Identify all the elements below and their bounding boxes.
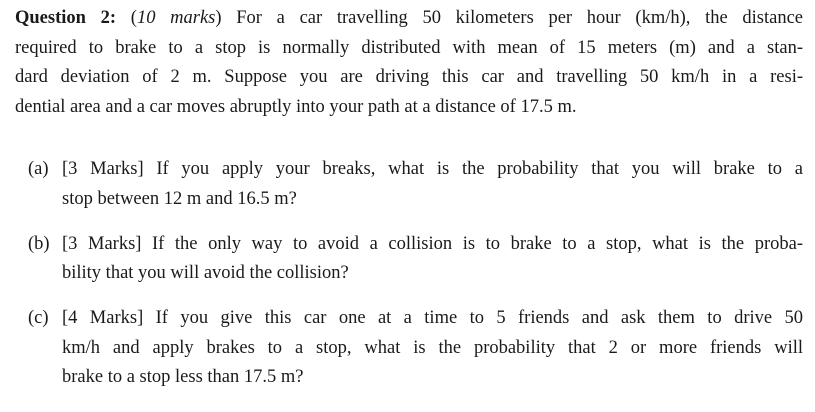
question-text-line-2: required to brake to a stop is normally distributed with mean of 15 meters (m) and a stan- [15,37,803,58]
question-text-line-3: dard deviation of 2 m. Suppose you are driving this car and travelling 50 km/h in a resi- [15,67,803,87]
part-a-body [62,155,803,214]
part-a-line-1: [3 Marks] If you apply your breaks, what is the probability that you will brake to a [62,159,803,179]
part-c-line-1: [4 Marks] If you give this car one at a time to 5 friends and ask them to drive 50 [62,308,803,328]
marks-open-paren: ( [130,8,137,28]
part-c [28,304,803,393]
part-b-label: (b) [28,233,50,254]
part-a-line-2: stop between 12 m and 16.5 m? [62,188,297,209]
part-a [28,155,803,214]
part-c-line-3: brake to a stop less than 17.5 m? [62,367,304,387]
question-parts [28,155,803,408]
part-b-line-1: [3 Marks] If the only way to avoid a collision is to brake to a stop, what is the proba- [62,233,803,254]
question-marks: 10 marks [136,8,216,28]
part-a-label: (a) [28,159,49,179]
marks-close-paren: ) [215,8,222,28]
question-text-line-1: For a car travelling 50 kilometers per hour (km/h), the distance [236,8,804,28]
question-heading: Question 2: [15,8,117,28]
part-b-line-2: bility that you will avoid the collision? [62,263,349,283]
question-text-line-4: dential area and a car moves abruptly into your path at a distance of 17.5 m. [15,96,577,117]
part-b-body [62,230,803,289]
part-c-label: (c) [28,308,49,328]
part-c-body [62,304,803,393]
part-b [28,230,803,289]
question-block [15,4,803,122]
question-first-line [15,4,803,34]
part-c-line-2: km/h and apply brakes to a stop, what is the probability that 2 or more friends will [62,337,803,358]
